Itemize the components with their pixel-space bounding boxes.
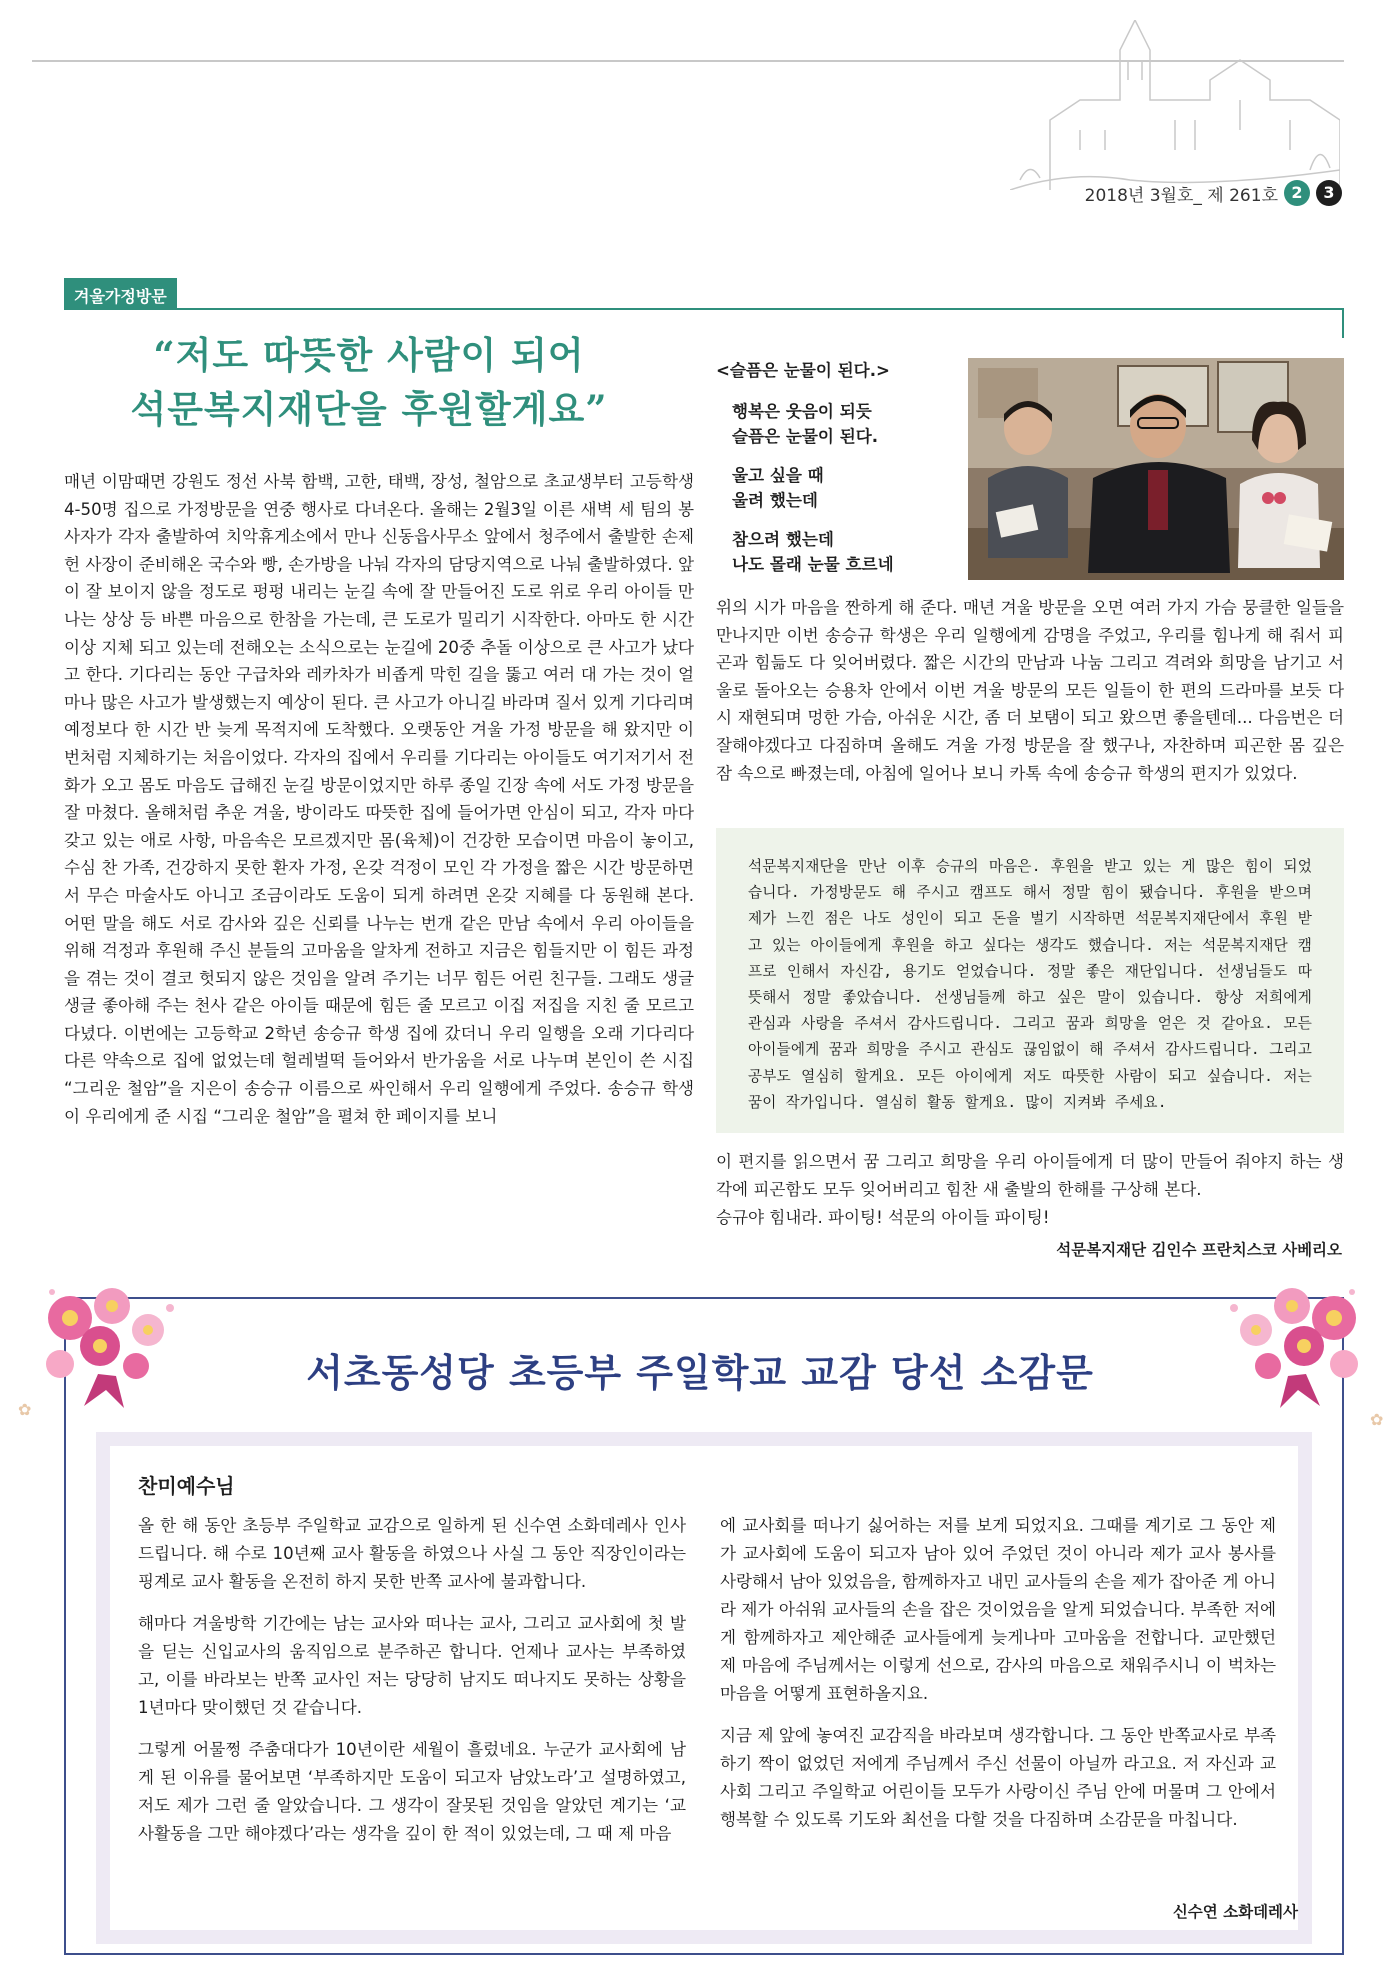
page-number-right: 3 [1316,180,1342,206]
essay-greeting: 찬미예수님 [138,1474,235,1498]
essay-paragraph: 그렇게 어물쩡 주춤대다가 10년이란 세월이 흘렀네요. 누군가 교사회에 남게 된 이유를 물어보면 ‘부족하지만 도움이 되고자 남았노라’고 설명하였고, 저도 제가 그런 줄 알았습니다. 그 생각이 잘못된 것임을 알았던 계기는 ‘교사활동을 그만 해야겠다’라는 생각을 깊이 한 적이 있었는데, 그 때 제 마음 [138,1740,686,1843]
flower-bouquet-right-icon [1214,1278,1364,1418]
flower-bouquet-left-icon [40,1278,190,1418]
essay-paragraph: 해마다 겨울방학 기간에는 남는 교사와 떠나는 교사, 그리고 교사회에 첫 발을 딛는 신입교사의 움직임으로 분주하곤 합니다. 언제나 교사는 부족하였고, 이를 바라보는 반쪽 교사인 저는 당당히 남지도 떠나지도 못하는 상황을 1년마다 맞이했던 것 같습니다. [138,1614,686,1717]
essay-paragraph: 지금 제 앞에 놓여진 교감직을 바라보며 생각합니다. 그 동안 반쪽교사로 부족하기 짝이 없었던 저에게 주님께서 주신 선물이 아닐까 라고요. 저 자신과 교사회 그리고 주일학교 어린이들 모두가 사랑이신 주님 안에 머물며 그 안에서 행복할 수 있도록 기도와 최선을 다할 것을 다짐하며 소감문을 마칩니다. [720,1726,1276,1829]
sparkle-icon: ✿ [18,1400,32,1419]
essay-paragraph: 올 한 해 동안 초등부 주일학교 교감으로 일하게 된 신수연 소화데레사 인사드립니다. 해 수로 10년째 교사 활동을 하였으나 사실 그 동안 직장인이라는 핑계로 교사 활동을 온전히 하지 못한 반쪽 교사에 불과합니다. [138,1516,686,1591]
closing-paragraph: 이 편지를 읽으면서 꿈 그리고 희망을 우리 아이들에게 더 많이 만들어 줘야지 하는 생각에 피곤함도 모두 잊어버리고 힘찬 새 출발의 한해를 구상해 본다. [716,1152,1344,1199]
poem-line: 행복은 웃음이 되듯 [732,402,872,421]
article-body-right: 위의 시가 마음을 짠하게 해 준다. 매년 겨울 방문을 오면 여러 가지 가슴 뭉클한 일들을 만나지만 이번 송승규 학생은 우리 일행에게 감명을 주었고, 우리를 힘나게 해 줘서 피곤과 힘듦도 다 잊어버렸다. 짧은 시간의 만남과 나눔 그리고 격려와 희망을 남기고 서울로 돌아오는 승용차 안에서 이번 겨울 방문의 모든 일들이 한 편의 드라마를 보듯 다시 재현되며 멍한 가슴, 아쉬운 시간, 좀 더 보탬이 되고 왔으면 좋을텐데... 다음번은 더 잘해야겠다고 다짐하며 올해도 겨울 가정 방문을 잘 했구나, 자찬하며 피곤한 몸 깊은 잠 속으로 빠졌는데, 아침에 일어나 보니 카톡 속에 송승규 학생의 편지가 있었다. [716,598,1344,783]
letter-text: 석문복지재단을 만난 이후 승규의 마음은. 후원을 받고 있는 게 많은 힘이 되었습니다. 가정방문도 해 주시고 캠프도 해서 정말 힘이 됐습니다. 후원을 받으며 제가 느낀 점은 나도 성인이 되고 돈을 벌기 시작하면 석문복지재단에서 후원 받고 있는 아이들에게 후원을 하고 싶다는 생각도 했습니다. 저는 석문복지재단 캠프로 인해서 자신감, 용기도 얻었습니다. 정말 좋은 재단입니다. 선생님들도 따뜻해서 정말 좋았습니다. 선생님들께 하고 싶은 말이 있습니다. 항상 저희에게 관심과 사랑을 주셔서 감사드립니다. 그리고 꿈과 희망을 얻은 것 같아요. 모든 아이들에게 꿈과 희망을 주시고 관심도 끊임없이 해 주셔서 감사드립니다. 그리고 공부도 열심히 할게요. 모든 아이에게 저도 따뜻한 사람이 되고 싶습니다. 저는 꿈이 작가입니다. 열심히 활동 할게요. 많이 지켜봐 주세요. [748,858,1312,1111]
poem-stanza [732,527,966,577]
essay-paragraph: 에 교사회를 떠나기 싫어하는 저를 보게 되었지요. 그때를 계기로 그 동안 제가 교사회에 도움이 되고자 남아 있어 주었던 것이 아니라 제가 교사 봉사를 사랑해서 남아 있었음을, 함께하자고 내민 교사들의 손을 제가 잡아준 게 아니라 제가 아쉬워 교사들의 손을 잡은 것이었음을 알게 되었습니다. 부족한 저에게 함께하자고 제안해준 교사들에게 늦게나마 고마움을 전합니다. 교만했던 제 마음에 주님께서는 이렇게 선으로, 감사의 마음으로 채워주시니 이 벅차는 마음을 어떻게 표현하올지요. [720,1516,1276,1703]
church-illustration [1010,20,1340,190]
poem-line: 울고 싶을 때 [732,466,824,485]
closing-cheer: 승규야 힘내라. 파이팅! 석문의 아이들 파이팅! [716,1208,1050,1227]
poem [716,358,966,591]
section-rule [64,308,1344,310]
section-tag: 겨울가정방문 [64,278,177,310]
family-photo [968,358,1344,580]
article-body-left: 매년 이맘때면 강원도 정선 사북 함백, 고한, 태백, 장성, 철암으로 초교생부터 고등학생 4-50명 집으로 가정방문을 연중 행사로 다녀온다. 올해는 2월3일 이른 새벽 세 팀의 봉사자가 각자 출발하여 치악휴게소에서 만나 신동읍사무소 앞에서 청주에서 출발한 손제헌 사장이 준비해온 국수와 빵, 손가방을 나눠 각자의 담당지역으로 나눠 출발하였다. 앞이 잘 보이지 않을 정도로 펑펑 내리는 눈길 속에 잘 만들어진 도로 위로 우리 아이들 만나는 상상 등 바쁜 마음으로 한참을 가는데, 큰 도로가 밀리기 시작한다. 아마도 한 시간 이상 지체 되고 있는데 전해오는 소식으로는 눈길에 20중 추돌 이상으로 큰 사고가 났다고 한다. 기다리는 동안 구급차와 레카차가 비좁게 막힌 길을 뚫고 여러 대 가는 것이 얼마나 많은 사고가 발생했는지 예상이 된다. 큰 사고가 아니길 바라며 질서 있게 기다리며 예정보다 한 시간 반 늦게 목적지에 도착했다. 오랫동안 겨울 가정 방문을 해 왔지만 이번처럼 지체하기는 처음이었다. 각자의 집에서 우리를 기다리는 아이들도 여기저기서 전화가 오고 몸도 마음도 급해진 눈길 방문이었지만 하루 종일 긴장 속에 서도 가정 방문을 잘 마쳤다. 올해처럼 추운 겨울, 방이라도 따뜻한 집에 들어가면 안심이 되고, 각자 마다 갖고 있는 애로 사항, 마음속은 모르겠지만 몸(육체)이 건강한 모습이면 마음이 놓이고, 수심 찬 가족, 건강하지 못한 환자 가정, 온갖 걱정이 모인 각 가정을 짧은 시간 방문하면서 무슨 마술사도 아니고 조금이라도 도움이 되게 하려면 온갖 지혜를 다 동원해 본다. 어떤 말을 해도 서로 감사와 깊은 신뢰를 나누는 번개 같은 만남 속에서 우리 아이들을 위해 걱정과 후원해 주신 분들의 고마움을 알차게 전하고 지금은 힘들지만 이 힘든 과정을 겪는 것이 결코 헛되지 않은 것임을 알려 주기는 너무 힘든 어린 친구들. 그래도 생글 생글 좋아해 주는 천사 같은 아이들 때문에 힘든 줄 모르고 이집 저집을 지친 줄 모르고 다녔다. 이번에는 고등학교 2학년 송승규 학생 집에 갔더니 우리 일행을 오래 기다리다 다른 약속으로 집에 없었는데 헐레벌떡 들어와서 반가움을 서로 나누며 본인이 쓴 시집 “그리운 철암”을 지은이 송승규 이름으로 싸인해서 우리 일행에게 주었다. 송승규 학생이 우리에게 준 시집 “그리운 철암”을 펼쳐 한 페이지를 보니 [64,472,694,1126]
poem-line: 나도 몰래 눈물 흐르네 [732,555,894,574]
poem-line: 울려 했는데 [732,491,818,510]
poem-title: <슬픔은 눈물이 된다.> [716,361,890,380]
article-signature: 석문복지재단 김인수 프란치스코 사베리오 [1056,1241,1342,1259]
article-closing [716,1148,1344,1232]
poem-line: 참으려 했는데 [732,530,834,549]
issue-info [1085,180,1342,206]
headline-line-2: 석문복지재단을 후원할게요” [130,387,608,431]
letter-box [716,828,1344,1133]
section-rule-corner [1342,308,1344,338]
poem-stanza [732,399,966,449]
sparkle-icon: ✿ [1370,1410,1384,1429]
essay-signature: 신수연 소화데레사 [1172,1903,1298,1921]
poem-line: 슬픔은 눈물이 된다. [732,427,879,446]
essay-body-right [720,1512,1276,1848]
article-headline [64,328,674,436]
headline-line-1: “저도 따뜻한 사람이 되어 [153,333,585,377]
page-number-left: 2 [1284,180,1310,206]
essay-title: 서초동성당 초등부 주일학교 교감 당선 소감문 [306,1350,1094,1395]
issue-text: 2018년 3월호_ 제 261호 [1084,185,1278,206]
poem-stanza [732,463,966,513]
essay-body-left [138,1512,686,1862]
